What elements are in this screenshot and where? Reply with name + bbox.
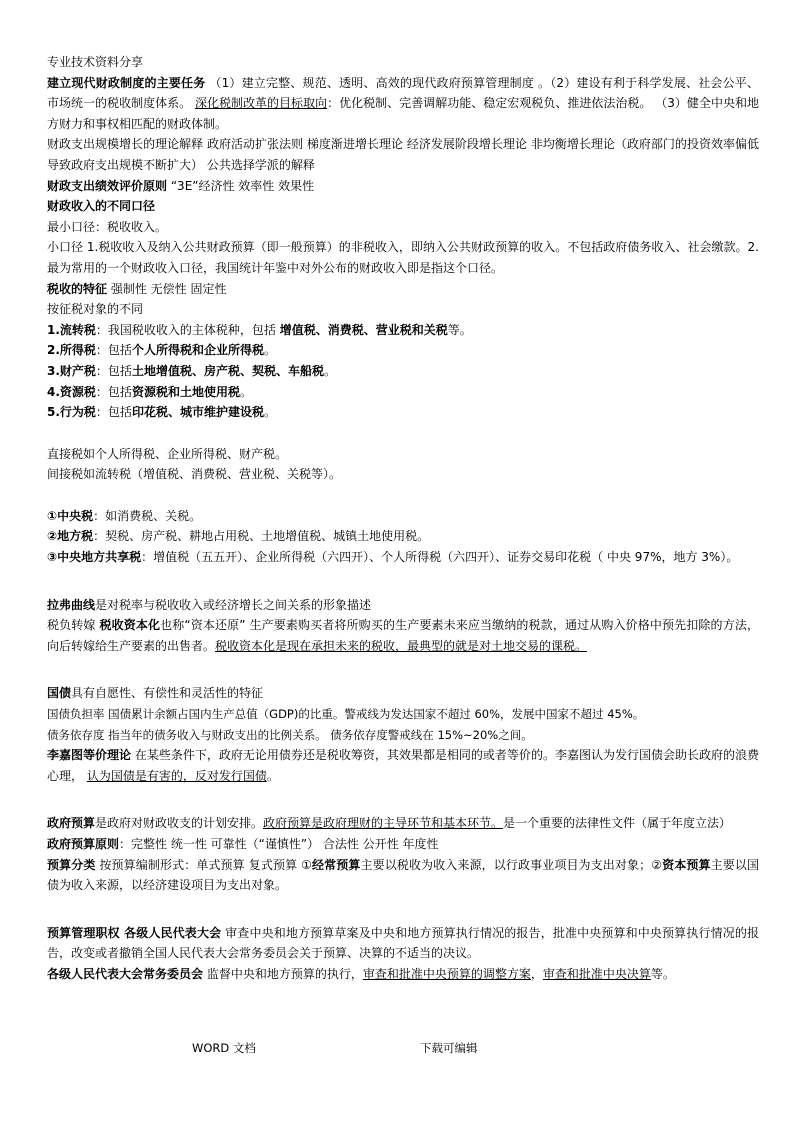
section-performance [47,176,759,197]
tax-item: 2.所得税：包括个人所得税和企业所得税。 [47,343,276,358]
debt-dependency-line: 债务依存度 指当年的债务收入与财政支出的比例关系。 债务依存度警戒线在 15%~20%之间。 [47,727,533,742]
shared-tax-line: ③中央地方共享税：增值税（五五开）、企业所得税（六四开）、个人所得税（六四开）、证券交易印花税（ 中央 97%，地方 3%）。 [47,550,739,565]
paragraph-text: ：优化税制、完善调解功能、稳定宏观税负、推进依法治税。 （3）健全中央和地方财力和事权相匹配的财政体制。 [47,96,759,131]
section-title-revenue-scope: 财政收入的不同口径 [47,199,156,214]
budget-class-paragraph: 预算分类 按预算编制形式：单式预算 复式预算 ①经常预算主要以税收为收入来源，以行政事业项目为支出对象；②资本预算主要以国债为收入来源，以经济建设项目为支出对象。 [47,857,759,893]
bond-ratio-line: 国债负担率 国债累计余额占国内生产总值（GDP)的比重。警戒线为发达国家不超过 60%，发展中国家不超过 45%。 [47,707,645,722]
tax-item: 5.行为税：包括印花税、城市维护建设税。 [47,405,276,420]
indirect-tax-line: 间接税如流转税（增值税、消费税、营业税、关税等）。 [47,467,342,482]
central-tax-line: ①中央税：如消费税、关税。 [47,508,202,523]
section-modern-fiscal [47,73,759,135]
footer-right: 下载可编辑 [420,1041,478,1055]
section-title: 建立现代财政制度的主要任务 [47,75,206,90]
document-page [47,52,759,985]
section-title: 税收的特征 [47,281,108,296]
tax-item: 1.流转税：我国税收收入的主体税种，包括 增值税、消费税、营业税和关税等。 [47,322,472,337]
tax-item: 3.财产税：包括土地增值税、房产税、契税、车船税。 [47,363,336,378]
local-tax-line: ②地方税：契税、房产税、耕地占用税、土地增值税、城镇土地使用税。 [47,529,430,544]
section-expenditure-theory: 财政支出规模增长的理论解释 政府活动扩张法则 梯度渐进增长理论 经济发展阶段增长理论 非均衡增长理论（政府部门的投资效率偏低导致政府支出规模不断扩大） 公共选择学派的解释 [47,137,759,172]
underlined-text: 税收资本化是现在承担未来的税收，最典型的就是对土地交易的课税。 [215,638,588,653]
bond-line: 国债具有自愿性、有偿性和灵活性的特征 [47,686,264,701]
standing-committee-line: 各级人民代表大会常务委员会 监督中央和地方预算的执行，审查和批准中央预算的调整方案，审查和批准中央决算等。 [47,966,675,981]
page-header: 专业技术资料分享 [47,55,144,69]
budget-principle-line: 政府预算原则：完整性 统一性 可靠性（“谨慎性”） 合法性 公开性 年度性 [47,837,439,851]
paragraph-text: （1）建立完整、规范、透明、高效的现代政府预算管理制度 。（2）建设有利于科学发展、社会公平、市场统一的税收制度体系。 [47,75,759,111]
budget-authority-paragraph: 预算管理职权 各级人民代表大会 审查中央和地方预算草案及中央和地方预算执行情况的报告，批准中央预算和中央预算执行情况的报告，改变或者撤销全国人民代表大会常务委员会关于预算、决算的不适当的决议。 [47,925,759,961]
underlined-text: 深化税制改革的目标取向 [194,96,328,111]
section-title: 财政支出绩效评价原则 [47,178,168,193]
laffer-line: 拉弗曲线是对税率与税收收入或经济增长之间关系的形象描述 [47,597,372,612]
by-object-line: 按征税对象的不同 [47,302,144,317]
ricardo-paragraph: 李嘉图等价理论 在某些条件下，政府无论用债券还是税收筹资，其效果都是相同的或者等价的。李嘉图认为发行国债会助长政府的浪费心理， 认为国债是有害的，反对发行国债。 [47,748,759,783]
direct-tax-line: 直接税如个人所得税、企业所得税、财产税。 [47,446,288,461]
section-tax-features [47,279,759,300]
tax-item: 4.资源税：包括资源税和土地使用税。 [47,384,252,399]
min-scope-line: 最小口径：税收收入。 [47,219,168,234]
underlined-text: 认为国债是有害的，反对发行国债 [86,768,267,783]
paragraph-text: “3E”经济性 效率性 效果性 [170,178,315,193]
underlined-text: 政府预算是政府理财的主导环节和基本环节。 [263,816,504,831]
budget-paragraph: 政府预算是政府对财政收支的计划安排。政府预算是政府理财的主导环节和基本环节。是一个重要的法律性文件（属于年度立法） [47,816,732,831]
underlined-text: 审查和批准中央预算的调整方案 [362,966,531,981]
tax-capitalization-paragraph: 税负转嫁 税收资本化也称“资本还原” 生产要素购买者将所购买的生产要素未来应当缴纳的税款，通过从购入价格中预先扣除的方法，向后转嫁给生产要素的出售者。税收资本化是现在承担未来的税收，最典型的就是对土地交易的课税。 [47,618,759,653]
small-scope-paragraph: 小口径 1.税收收入及纳入公共财政预算（即一般预算）的非税收入，即纳入公共财政预算的收入。不包括政府债务收入、社会缴款。2.最为常用的一个财政收入口径，我国统计年鉴中对外公布的财政收入即是指这个口径。 [47,240,759,275]
paragraph-text: 强制性 无偿性 固定性 [110,281,227,296]
footer-left: WORD 文档 [192,1041,256,1055]
underlined-text: 审查和批准中央决算 [542,966,651,981]
